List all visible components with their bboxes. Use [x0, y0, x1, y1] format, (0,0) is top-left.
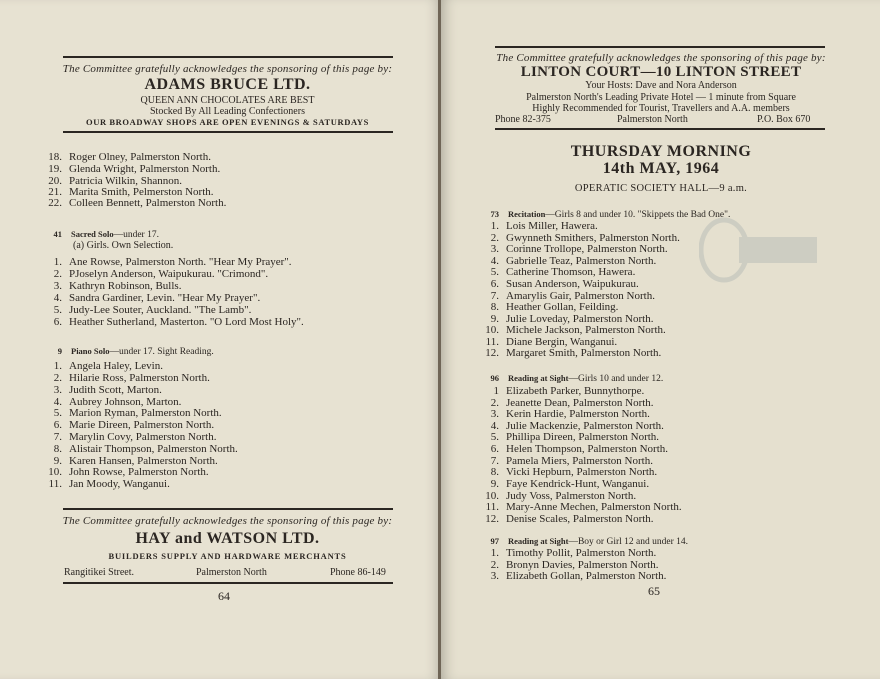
top-rule [63, 56, 393, 58]
list-item: 7. Pamela Miers, Palmerston North. [490, 455, 653, 467]
sponsor-city: Palmerston North [196, 567, 267, 578]
sponsor-phone: Phone 86-149 [330, 567, 386, 578]
sponsor-ack: The Committee gratefully acknowledges the sponsoring of this page by: [62, 63, 393, 75]
list-item: 5. Catherine Thomson, Hawera. [490, 266, 636, 278]
sponsor-line-3: OUR BROADWAY SHOPS ARE OPEN EVENINGS & SATURDAYS [86, 117, 369, 127]
list-item: 2. Jeanette Dean, Palmerston North. [490, 397, 654, 409]
session-day: THURSDAY MORNING [570, 143, 752, 160]
list-item: 1. Lois Miller, Hawera. [490, 220, 598, 232]
sponsor-phone: Phone 82-375 [495, 114, 551, 125]
list-item: 4. Sandra Gardiner, Levin. "Hear My Prayer". [53, 292, 261, 304]
list-item: 19. Glenda Wright, Palmerston North. [48, 163, 221, 175]
list-item: 4. Gabrielle Teaz, Palmerston North. [490, 255, 657, 267]
event-heading-96: 96 Reading at Sight—Girls 10 and under 12. [490, 373, 664, 384]
list-item: 2. Hilarie Ross, Palmerston North. [53, 372, 210, 384]
list-item: 8. Heather Gollan, Feilding. [490, 301, 619, 313]
list-item: 11. Mary-Anne Mechen, Palmerston North. [485, 501, 682, 513]
list-item: 7. Marylin Covy, Palmerston North. [53, 431, 217, 443]
list-item: 21. Marita Smith, Pelmerston North. [48, 186, 214, 198]
event-subtitle: (a) Girls. Own Selection. [73, 240, 174, 251]
list-item: 18. Roger Olney, Palmerston North. [48, 151, 211, 163]
list-item: 6. Heather Sutherland, Masterton. "O Lord Most Holy". [53, 316, 304, 328]
list-item: 2. PJoselyn Anderson, Waipukurau. "Crimond". [53, 268, 269, 280]
list-item: 9. Julie Loveday, Palmerston North. [490, 313, 654, 325]
sponsor-name: LINTON COURT—10 LINTON STREET [520, 64, 802, 80]
list-item: 4. Julie Mackenzie, Palmerston North. [490, 420, 664, 432]
list-item: 10. Judy Voss, Palmerston North. [485, 490, 637, 502]
page-number: 64 [218, 589, 230, 603]
sponsor-line-3: Highly Recommended for Tourist, Travellers and A.A. members [532, 103, 790, 114]
list-item: 11. Jan Moody, Wanganui. [48, 478, 170, 490]
right-page [441, 0, 880, 679]
sponsor-box: P.O. Box 670 [757, 114, 811, 125]
list-item: 5. Judy-Lee Souter, Auckland. "The Lamb". [53, 304, 252, 316]
event-heading-9: 9 Piano Solo—under 17. Sight Reading. [57, 346, 214, 357]
list-item: 1. Timothy Pollit, Palmerston North. [490, 547, 657, 559]
list-item: 2. Bronyn Davies, Palmerston North. [490, 559, 659, 571]
sponsor-street: Rangitikei Street. [64, 567, 134, 578]
list-item: 9. Faye Kendrick-Hunt, Wanganui. [490, 478, 650, 490]
sponsor-line-1: BUILDERS SUPPLY AND HARDWARE MERCHANTS [108, 551, 347, 561]
sponsor-ack: The Committee gratefully acknowledges the sponsoring of this page by: [62, 515, 393, 527]
list-item: 8. Vicki Hepburn, Palmerston North. [490, 466, 658, 478]
list-item: 5. Marion Ryman, Palmerston North. [53, 407, 222, 419]
list-item: 9. Karen Hansen, Palmerston North. [53, 455, 218, 467]
sponsor-line-2: Palmerston North's Leading Private Hotel — 1 minute from Square [526, 92, 796, 103]
sponsor-ack: The Committee gratefully acknowledges the sponsoring of this page by: [496, 52, 826, 64]
list-item: 1. Angela Haley, Levin. [53, 360, 163, 372]
top-rule [495, 46, 825, 48]
sponsor-line-1: Your Hosts: Dave and Nora Anderson [585, 80, 737, 91]
session-venue: OPERATIC SOCIETY HALL—9 a.m. [574, 183, 748, 194]
sponsor-name: HAY and WATSON LTD. [135, 530, 320, 547]
page-number: 65 [648, 584, 660, 598]
list-item: 22. Colleen Bennett, Palmerston North. [48, 197, 227, 209]
list-item: 20. Patricia Wilkin, Shannon. [48, 175, 183, 187]
sponsor-line-1: QUEEN ANN CHOCOLATES ARE BEST [140, 95, 315, 106]
show-through-graphic [699, 215, 819, 285]
event-heading-41: 41 Sacred Solo—under 17. [53, 229, 159, 240]
list-item: 11. Diane Bergin, Wanganui. [485, 336, 618, 348]
list-item: 10. John Rowse, Palmerston North. [48, 466, 209, 478]
list-item: 5. Phillipa Direen, Palmerston North. [490, 431, 660, 443]
list-item: 3. Corinne Trollope, Palmerston North. [490, 243, 668, 255]
list-item: 8. Alistair Thompson, Palmerston North. [53, 443, 238, 455]
bottom-sponsor-bottom-rule [63, 582, 393, 584]
sponsor-city: Palmerston North [617, 114, 688, 125]
sponsor-bottom-rule [63, 131, 393, 133]
list-item: 4. Aubrey Johnson, Marton. [53, 396, 182, 408]
list-item: 6. Marie Direen, Palmerston North. [53, 419, 215, 431]
sponsor-name: ADAMS BRUCE LTD. [144, 76, 311, 93]
list-item: 3. Judith Scott, Marton. [53, 384, 162, 396]
list-item: 3. Elizabeth Gollan, Palmerston North. [490, 570, 667, 582]
list-item: 1 Elizabeth Parker, Bunnythorpe. [493, 385, 645, 397]
list-item: 6. Helen Thompson, Palmerston North. [490, 443, 669, 455]
sponsor-line-2: Stocked By All Leading Confectioners [150, 106, 305, 117]
list-item: 7. Amarylis Gair, Palmerston North. [490, 290, 655, 302]
list-item: 12. Denise Scales, Palmerston North. [485, 513, 654, 525]
list-item: 2. Gwynneth Smithers, Palmerston North. [490, 232, 680, 244]
list-item: 3. Kathryn Robinson, Bulls. [53, 280, 182, 292]
bottom-sponsor-top-rule [63, 508, 393, 510]
list-item: 3. Kerin Hardie, Palmerston North. [490, 408, 650, 420]
list-item: 6. Susan Anderson, Waipukurau. [490, 278, 639, 290]
sponsor-bottom-rule [495, 128, 825, 130]
list-item: 10. Michele Jackson, Palmerston North. [485, 324, 666, 336]
list-item: 12. Margaret Smith, Palmerston North. [485, 347, 662, 359]
event-heading-97: 97 Reading at Sight—Boy or Girl 12 and under 14. [490, 536, 688, 547]
session-date: 14th MAY, 1964 [602, 160, 720, 177]
event-heading-73: 73 Recitation—Girls 8 and under 10. "Skippets the Bad One". [490, 209, 731, 220]
list-item: 1. Ane Rowse, Palmerston North. "Hear My Prayer". [53, 256, 292, 268]
